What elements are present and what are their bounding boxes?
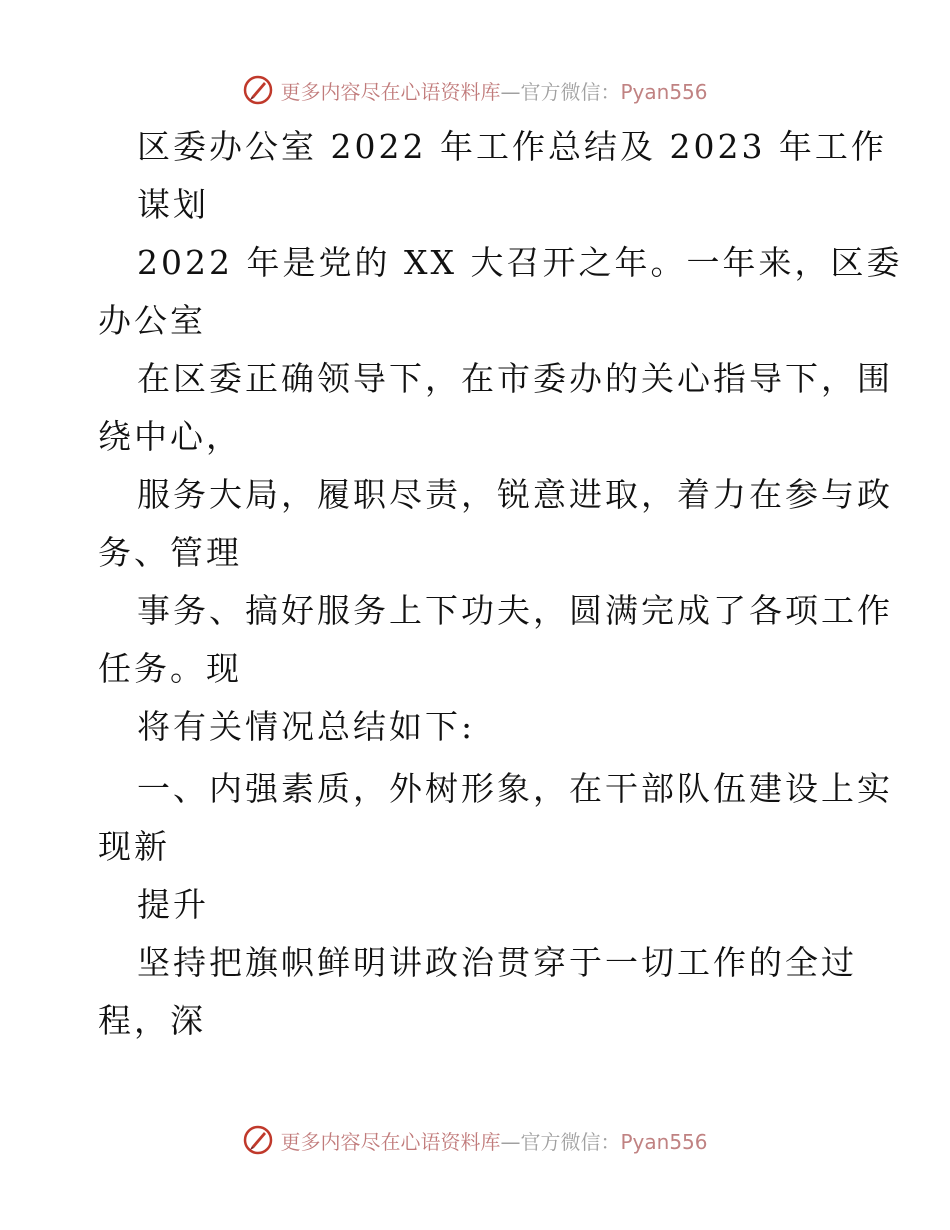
doc-title-line-1: 区委办公室 2022 年工作总结及 2023 年工作 — [137, 127, 887, 166]
paragraph-line: 务、管理 — [98, 533, 242, 572]
header-watermark — [0, 70, 950, 110]
header-wechat-label: 官方微信： — [520, 79, 621, 104]
paragraph-line: 办公室 — [98, 301, 206, 340]
paragraph-line: 程，深 — [98, 1001, 206, 1040]
footer-wechat-label: 官方微信： — [520, 1129, 621, 1154]
section-heading-line: 现新 — [98, 827, 170, 866]
footer-wechat-id: Pyan556 — [620, 1129, 708, 1154]
paragraph-line: 在区委正确领导下，在市委办的关心指导下，围 — [137, 359, 893, 398]
paragraph-line: 任务。现 — [98, 649, 242, 688]
section-heading-line: 提升 — [137, 885, 209, 924]
footer-separator: — — [500, 1129, 521, 1154]
paragraph-line: 事务、搞好服务上下功夫，圆满完成了各项工作 — [137, 591, 893, 630]
footer-brand: 更多内容尽在心语资料库 — [280, 1129, 501, 1154]
footer-watermark — [0, 1120, 950, 1160]
paragraph-line: 服务大局，履职尽责，锐意进取，着力在参与政 — [137, 475, 893, 514]
header-brand: 更多内容尽在心语资料库 — [280, 79, 501, 104]
section-heading-line: 一、内强素质，外树形象，在干部队伍建设上实 — [137, 769, 893, 808]
header-watermark-text — [280, 76, 707, 105]
paragraph-line: 将有关情况总结如下: — [137, 707, 476, 746]
paragraph-line: 绕中心， — [98, 417, 242, 456]
quill-logo-icon — [242, 74, 274, 106]
quill-logo-icon — [242, 1124, 274, 1156]
footer-watermark-text — [280, 1126, 707, 1155]
header-separator: — — [500, 79, 521, 104]
doc-title-line-2: 谋划 — [137, 185, 209, 224]
paragraph-line: 坚持把旗帜鲜明讲政治贯穿于一切工作的全过 — [137, 943, 857, 982]
paragraph-line: 2022 年是党的 XX 大召开之年。一年来，区委 — [137, 243, 903, 282]
header-wechat-id: Pyan556 — [620, 79, 708, 104]
